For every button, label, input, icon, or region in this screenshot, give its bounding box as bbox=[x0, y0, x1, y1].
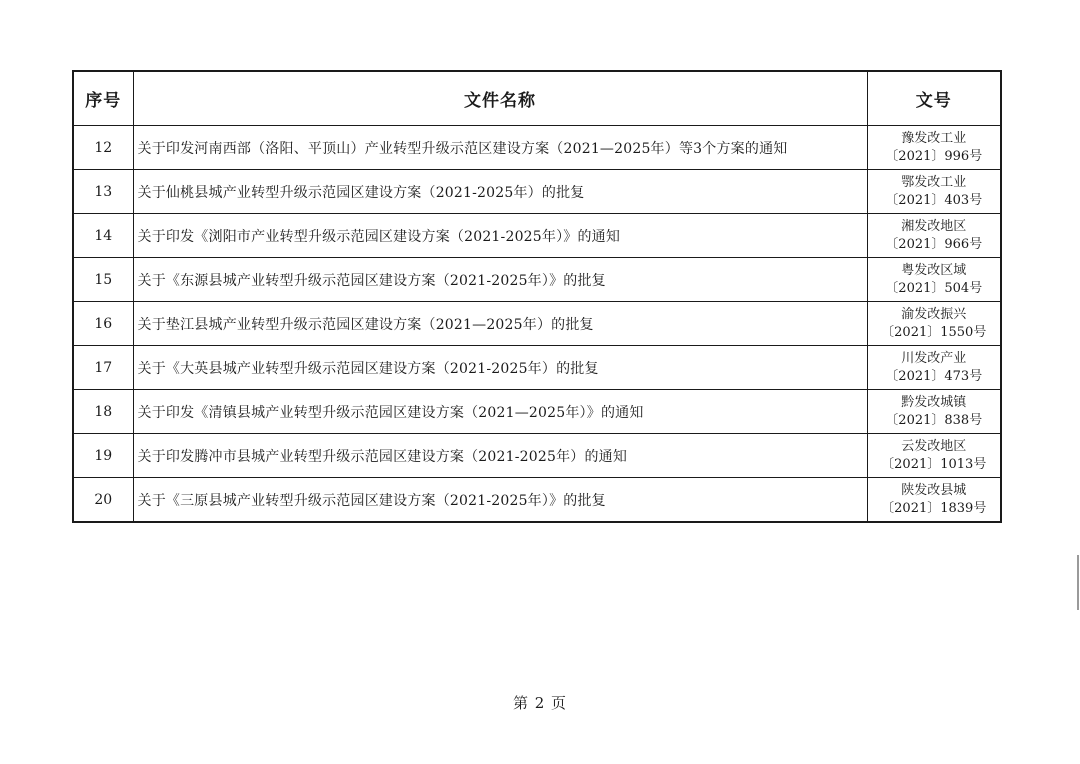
doc-number-code: 〔2021〕1013号 bbox=[881, 456, 987, 472]
doc-number-code: 〔2021〕966号 bbox=[885, 236, 983, 252]
doc-number-issuer: 豫发改工业 bbox=[901, 130, 967, 146]
row-doc-number bbox=[867, 126, 1001, 170]
row-seq: 20 bbox=[73, 478, 133, 523]
row-seq: 15 bbox=[73, 258, 133, 302]
row-seq: 16 bbox=[73, 302, 133, 346]
header-seq: 序号 bbox=[73, 71, 133, 126]
row-file-name: 关于印发《浏阳市产业转型升级示范园区建设方案（2021-2025年）》的通知 bbox=[133, 214, 867, 258]
row-doc-number bbox=[867, 302, 1001, 346]
row-doc-number bbox=[867, 258, 1001, 302]
table-row bbox=[73, 214, 1001, 258]
table-row bbox=[73, 346, 1001, 390]
doc-number-code: 〔2021〕403号 bbox=[885, 192, 983, 208]
row-seq: 12 bbox=[73, 126, 133, 170]
table-row bbox=[73, 258, 1001, 302]
row-seq: 17 bbox=[73, 346, 133, 390]
row-doc-number bbox=[867, 434, 1001, 478]
header-file-name: 文件名称 bbox=[133, 71, 867, 126]
row-doc-number bbox=[867, 214, 1001, 258]
row-file-name: 关于垫江县城产业转型升级示范园区建设方案（2021—2025年）的批复 bbox=[133, 302, 867, 346]
row-seq: 19 bbox=[73, 434, 133, 478]
row-seq: 14 bbox=[73, 214, 133, 258]
row-file-name: 关于印发河南西部（洛阳、平顶山）产业转型升级示范区建设方案（2021—2025年）等3个方案的通知 bbox=[133, 126, 867, 170]
table-row bbox=[73, 302, 1001, 346]
table-row bbox=[73, 478, 1001, 523]
doc-number-code: 〔2021〕504号 bbox=[885, 280, 983, 296]
doc-number-code: 〔2021〕1550号 bbox=[881, 324, 987, 340]
row-seq: 13 bbox=[73, 170, 133, 214]
row-seq: 18 bbox=[73, 390, 133, 434]
doc-number-issuer: 黔发改城镇 bbox=[901, 394, 967, 410]
row-doc-number bbox=[867, 170, 1001, 214]
doc-number-issuer: 粤发改区域 bbox=[901, 262, 967, 278]
table-header-row bbox=[73, 71, 1001, 126]
row-file-name: 关于《三原县城产业转型升级示范园区建设方案（2021-2025年）》的批复 bbox=[133, 478, 867, 523]
row-doc-number bbox=[867, 478, 1001, 523]
row-file-name: 关于仙桃县城产业转型升级示范园区建设方案（2021-2025年）的批复 bbox=[133, 170, 867, 214]
doc-number-issuer: 鄂发改工业 bbox=[901, 174, 967, 190]
doc-number-issuer: 川发改产业 bbox=[901, 350, 967, 366]
row-doc-number bbox=[867, 346, 1001, 390]
page-number: 第 2 页 bbox=[512, 694, 568, 712]
row-file-name: 关于《东源县城产业转型升级示范园区建设方案（2021-2025年）》的批复 bbox=[133, 258, 867, 302]
scan-edge-mark bbox=[1077, 555, 1079, 610]
doc-number-code: 〔2021〕838号 bbox=[885, 412, 983, 428]
row-doc-number bbox=[867, 390, 1001, 434]
header-doc-number: 文号 bbox=[867, 71, 1001, 126]
doc-number-code: 〔2021〕996号 bbox=[885, 148, 983, 164]
doc-number-issuer: 云发改地区 bbox=[901, 438, 967, 454]
row-file-name: 关于印发腾冲市县城产业转型升级示范园区建设方案（2021-2025年）的通知 bbox=[133, 434, 867, 478]
doc-number-code: 〔2021〕473号 bbox=[885, 368, 983, 384]
table-row bbox=[73, 390, 1001, 434]
table-row bbox=[73, 170, 1001, 214]
doc-number-issuer: 湘发改地区 bbox=[901, 218, 967, 234]
table-row bbox=[73, 434, 1001, 478]
doc-number-issuer: 陕发改县城 bbox=[901, 482, 967, 498]
table-row bbox=[73, 126, 1001, 170]
doc-number-code: 〔2021〕1839号 bbox=[881, 500, 987, 516]
doc-number-issuer: 渝发改振兴 bbox=[901, 306, 967, 322]
row-file-name: 关于《大英县城产业转型升级示范园区建设方案（2021-2025年）的批复 bbox=[133, 346, 867, 390]
row-file-name: 关于印发《清镇县城产业转型升级示范园区建设方案（2021—2025年）》的通知 bbox=[133, 390, 867, 434]
document-table bbox=[72, 70, 1002, 523]
